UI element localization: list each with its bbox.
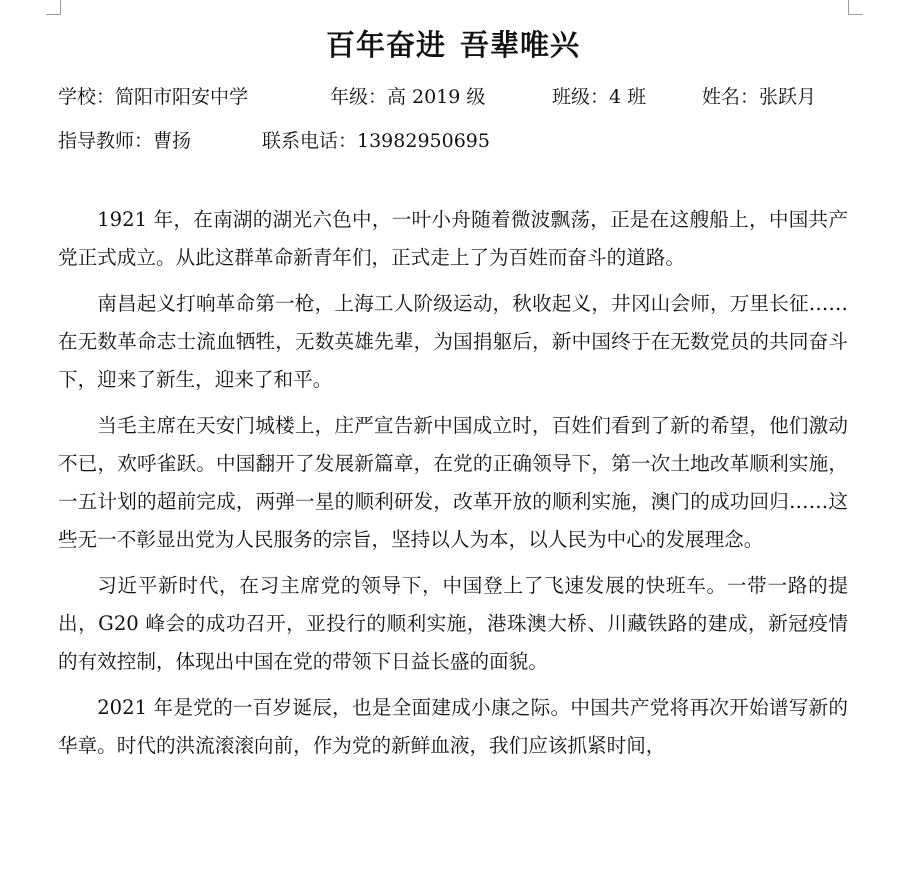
essay-paragraph: 1921 年，在南湖的湖光六色中，一叶小舟随着微波飘荡，正是在这艘船上，中国共产党正式成立。从此这群革命新青年们，正式走上了为百姓而奋斗的道路。 — [58, 208, 848, 269]
phone-field: 联系电话：13982950695 — [262, 130, 490, 152]
essay-paragraph: 习近平新时代，在习主席党的领导下，中国登上了飞速发展的快班车。一带一路的提出，G20 峰会的成功召开，亚投行的顺利实施，港珠澳大桥、川藏铁路的建成，新冠疫情的有效控制，体现出中国在党的带领下日益长盛的面貌。 — [58, 574, 848, 673]
essay-paragraph: 2021 年是党的一百岁诞辰，也是全面建成小康之际。中国共产党将再次开始谱写新的华章。时代的洪流滚滚向前，作为党的新鲜血液，我们应该抓紧时间， — [58, 696, 848, 757]
document-title — [58, 24, 848, 66]
crop-mark-top-right — [848, 0, 863, 15]
school-field: 学校：简阳市阳安中学 — [58, 86, 249, 108]
essay-paragraph: 南昌起义打响革命第一枪，上海工人阶级运动，秋收起义，井冈山会师，万里长征……在无数革命志士流血牺牲，无数英雄先辈，为国捐躯后，新中国终于在无数党员的共同奋斗下，迎来了新生，迎来了和平。 — [58, 292, 848, 391]
class-field: 班级：4 班 — [552, 86, 647, 108]
name-field: 姓名：张跃月 — [702, 86, 817, 108]
title-part-1: 百年奋进 — [325, 28, 446, 62]
title-part-2: 吾辈唯兴 — [460, 28, 581, 62]
document-page — [58, 0, 848, 773]
grade-field: 年级：高 2019 级 — [330, 86, 486, 108]
student-info-row — [58, 84, 848, 110]
essay-body — [58, 201, 848, 765]
teacher-info-row — [58, 128, 848, 154]
essay-paragraph: 当毛主席在天安门城楼上，庄严宣告新中国成立时，百姓们看到了新的希望，他们激动不已，欢呼雀跃。中国翻开了发展新篇章，在党的正确领导下，第一次土地改革顺利实施，一五计划的超前完成，两弹一星的顺利研发，改革开放的顺利实施，澳门的成功回归……这些无一不彰显出党为人民服务的宗旨，坚持以人为本，以人民为中心的发展理念。 — [58, 414, 848, 551]
teacher-field: 指导教师：曹扬 — [58, 130, 192, 152]
